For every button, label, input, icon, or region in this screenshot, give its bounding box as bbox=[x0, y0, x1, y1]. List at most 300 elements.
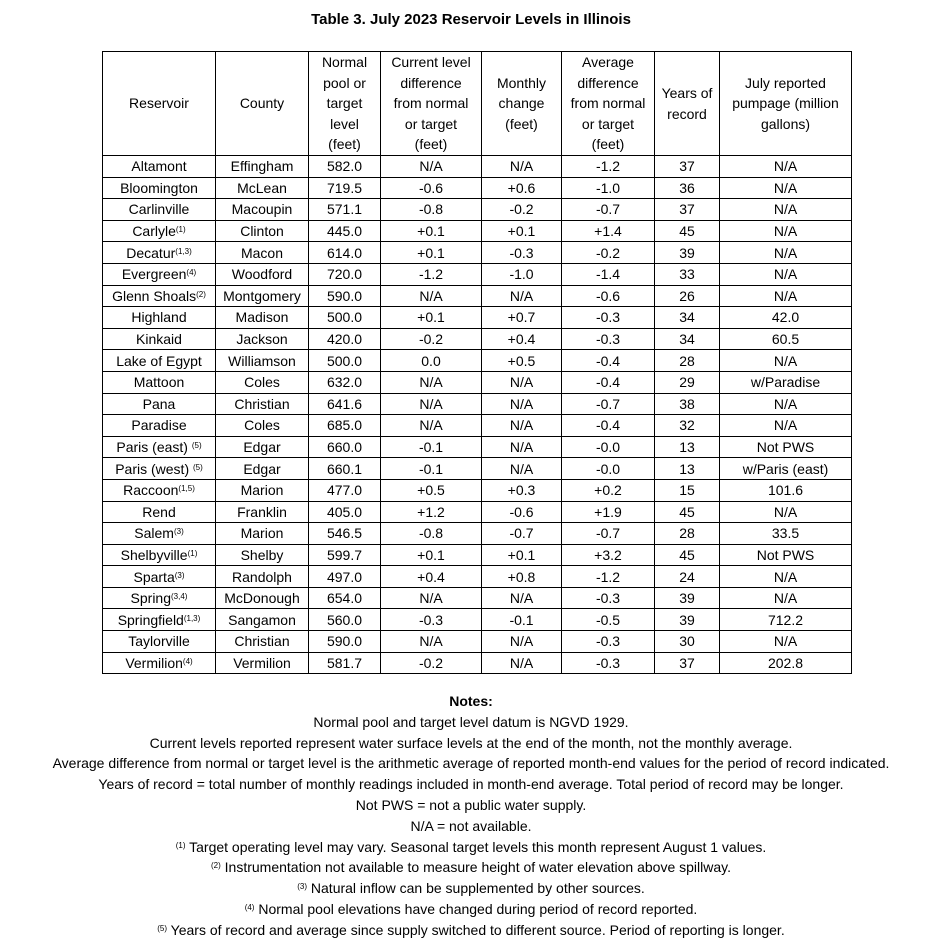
reservoir-cell bbox=[103, 631, 216, 653]
pumpage-cell: N/A bbox=[720, 415, 852, 437]
avg-diff-cell: -1.2 bbox=[562, 566, 655, 588]
table-row bbox=[103, 263, 852, 285]
avg-diff-cell: -0.7 bbox=[562, 523, 655, 545]
table-row bbox=[103, 156, 852, 178]
normal-pool-cell: 641.6 bbox=[309, 393, 381, 415]
header-row bbox=[103, 52, 852, 156]
avg-diff-cell: -0.3 bbox=[562, 587, 655, 609]
reservoir-cell bbox=[103, 285, 216, 307]
reservoir-cell bbox=[103, 436, 216, 458]
note-text: Not PWS = not a public water supply. bbox=[355, 796, 587, 813]
reservoir-name: Glenn Shoals bbox=[112, 287, 197, 304]
reservoir-name: Sparta bbox=[133, 568, 175, 585]
avg-diff-cell: -0.7 bbox=[562, 393, 655, 415]
monthly-change-cell: N/A bbox=[482, 415, 562, 437]
pumpage-cell: 60.5 bbox=[720, 328, 852, 350]
avg-diff-cell: -0.3 bbox=[562, 631, 655, 653]
current-diff-cell: N/A bbox=[381, 156, 482, 178]
normal-pool-cell: 560.0 bbox=[309, 609, 381, 631]
reservoir-cell bbox=[103, 220, 216, 242]
years-cell: 37 bbox=[655, 199, 720, 221]
table-row bbox=[103, 544, 852, 566]
reservoir-name: Vermilion bbox=[125, 654, 183, 671]
county-cell: Montgomery bbox=[216, 285, 309, 307]
header-line: or target bbox=[404, 115, 458, 132]
current-diff-cell: -0.1 bbox=[381, 436, 482, 458]
header-reservoir: Reservoir bbox=[103, 52, 216, 156]
note-line bbox=[0, 733, 942, 754]
table-row bbox=[103, 307, 852, 329]
avg-diff-cell: -0.4 bbox=[562, 371, 655, 393]
years-cell: 45 bbox=[655, 544, 720, 566]
avg-diff-cell: -0.5 bbox=[562, 609, 655, 631]
reservoir-cell bbox=[103, 587, 216, 609]
current-diff-cell: N/A bbox=[381, 587, 482, 609]
footnote-marker: (1) bbox=[175, 225, 186, 235]
header-line: Normal bbox=[321, 54, 368, 71]
monthly-change-cell: -1.0 bbox=[482, 263, 562, 285]
normal-pool-cell: 590.0 bbox=[309, 631, 381, 653]
current-diff-cell: +0.1 bbox=[381, 544, 482, 566]
avg-diff-cell: -0.0 bbox=[562, 458, 655, 480]
header-line: pumpage (million bbox=[732, 95, 839, 112]
county-cell: Franklin bbox=[216, 501, 309, 523]
header-current-diff bbox=[381, 52, 482, 156]
header-line: change bbox=[498, 95, 545, 112]
reservoir-name: Taylorville bbox=[128, 633, 190, 650]
current-diff-cell: -0.8 bbox=[381, 523, 482, 545]
county-cell: Marion bbox=[216, 523, 309, 545]
normal-pool-cell: 477.0 bbox=[309, 479, 381, 501]
years-cell: 36 bbox=[655, 177, 720, 199]
reservoir-cell bbox=[103, 199, 216, 221]
reservoir-name: Shelbyville bbox=[120, 546, 188, 563]
table-row bbox=[103, 220, 852, 242]
avg-diff-cell: -1.2 bbox=[562, 156, 655, 178]
avg-diff-cell: -1.0 bbox=[562, 177, 655, 199]
pumpage-cell: N/A bbox=[720, 566, 852, 588]
reservoir-name: Carlyle bbox=[132, 223, 176, 240]
reservoir-name: Decatur bbox=[126, 244, 176, 261]
reservoir-cell bbox=[103, 415, 216, 437]
current-diff-cell: N/A bbox=[381, 631, 482, 653]
footnote-marker: (4) bbox=[186, 268, 197, 278]
normal-pool-cell: 546.5 bbox=[309, 523, 381, 545]
reservoir-cell bbox=[103, 652, 216, 674]
table-row bbox=[103, 177, 852, 199]
header-line: Average bbox=[582, 54, 634, 71]
current-diff-cell: +0.1 bbox=[381, 242, 482, 264]
reservoir-name: Paris (east) bbox=[116, 439, 192, 456]
reservoir-name: Spring bbox=[130, 590, 171, 607]
reservoir-cell bbox=[103, 479, 216, 501]
current-diff-cell: -0.2 bbox=[381, 328, 482, 350]
note-marker: (4) bbox=[244, 902, 255, 912]
normal-pool-cell: 405.0 bbox=[309, 501, 381, 523]
pumpage-cell: 202.8 bbox=[720, 652, 852, 674]
pumpage-cell: N/A bbox=[720, 350, 852, 372]
county-cell: McDonough bbox=[216, 587, 309, 609]
pumpage-cell: w/Paradise bbox=[720, 371, 852, 393]
header-line: Current level bbox=[391, 54, 471, 71]
county-cell: Woodford bbox=[216, 263, 309, 285]
current-diff-cell: +0.4 bbox=[381, 566, 482, 588]
reservoir-name: Kinkaid bbox=[136, 331, 182, 348]
county-cell: Macon bbox=[216, 242, 309, 264]
table-row bbox=[103, 652, 852, 674]
current-diff-cell: +0.1 bbox=[381, 220, 482, 242]
table-row bbox=[103, 350, 852, 372]
reservoir-name: Lake of Egypt bbox=[116, 352, 202, 369]
years-cell: 38 bbox=[655, 393, 720, 415]
monthly-change-cell: +0.1 bbox=[482, 220, 562, 242]
normal-pool-cell: 582.0 bbox=[309, 156, 381, 178]
county-cell: Williamson bbox=[216, 350, 309, 372]
pumpage-cell: Not PWS bbox=[720, 436, 852, 458]
monthly-change-cell: N/A bbox=[482, 652, 562, 674]
avg-diff-cell: -0.2 bbox=[562, 242, 655, 264]
header-line: difference bbox=[577, 74, 639, 91]
header-normal-pool bbox=[309, 52, 381, 156]
county-cell: Christian bbox=[216, 393, 309, 415]
reservoir-cell bbox=[103, 328, 216, 350]
pumpage-cell: 33.5 bbox=[720, 523, 852, 545]
note-marker: (5) bbox=[157, 923, 168, 933]
header-years bbox=[655, 52, 720, 156]
years-cell: 45 bbox=[655, 501, 720, 523]
footnote-marker: (4) bbox=[182, 656, 193, 666]
monthly-change-cell: -0.1 bbox=[482, 609, 562, 631]
avg-diff-cell: +1.4 bbox=[562, 220, 655, 242]
note-line bbox=[0, 857, 942, 878]
note-line bbox=[0, 878, 942, 899]
monthly-change-cell: N/A bbox=[482, 436, 562, 458]
header-line: July reported bbox=[745, 74, 826, 91]
table-row bbox=[103, 328, 852, 350]
table-row bbox=[103, 501, 852, 523]
table-row bbox=[103, 415, 852, 437]
reservoir-name: Raccoon bbox=[123, 482, 179, 499]
current-diff-cell: +1.2 bbox=[381, 501, 482, 523]
header-line: Monthly bbox=[496, 74, 547, 91]
county-cell: Effingham bbox=[216, 156, 309, 178]
monthly-change-cell: +0.3 bbox=[482, 479, 562, 501]
reservoir-cell bbox=[103, 350, 216, 372]
normal-pool-cell: 500.0 bbox=[309, 307, 381, 329]
pumpage-cell: N/A bbox=[720, 263, 852, 285]
note-text: Average difference from normal or target level is the arithmetic average of reported month-end values for the period of record indicated. bbox=[52, 755, 890, 772]
avg-diff-cell: +1.9 bbox=[562, 501, 655, 523]
county-cell: Clinton bbox=[216, 220, 309, 242]
header-line: (feet) bbox=[328, 136, 361, 153]
note-text: Natural inflow can be supplemented by other sources. bbox=[307, 880, 645, 897]
years-cell: 34 bbox=[655, 307, 720, 329]
header-pumpage bbox=[720, 52, 852, 156]
footnote-marker: (5) bbox=[191, 441, 202, 451]
reservoir-table bbox=[102, 51, 852, 674]
pumpage-cell: N/A bbox=[720, 199, 852, 221]
reservoir-cell bbox=[103, 501, 216, 523]
reservoir-name: Altamont bbox=[131, 158, 187, 175]
note-line bbox=[0, 753, 942, 774]
reservoir-cell bbox=[103, 566, 216, 588]
header-line: target bbox=[326, 95, 363, 112]
county-cell: Coles bbox=[216, 415, 309, 437]
table-row bbox=[103, 458, 852, 480]
table-row bbox=[103, 371, 852, 393]
reservoir-name: Paris (west) bbox=[115, 460, 193, 477]
header-line: difference bbox=[400, 74, 462, 91]
pumpage-cell: N/A bbox=[720, 285, 852, 307]
reservoir-name: Rend bbox=[142, 503, 176, 520]
table-row bbox=[103, 479, 852, 501]
header-line: level bbox=[330, 115, 359, 132]
table-row bbox=[103, 566, 852, 588]
years-cell: 28 bbox=[655, 523, 720, 545]
county-cell: Sangamon bbox=[216, 609, 309, 631]
monthly-change-cell: N/A bbox=[482, 371, 562, 393]
reservoir-cell bbox=[103, 263, 216, 285]
reservoir-name: Salem bbox=[134, 525, 174, 542]
table-row bbox=[103, 631, 852, 653]
note-line bbox=[0, 712, 942, 733]
current-diff-cell: N/A bbox=[381, 415, 482, 437]
footnote-marker: (3) bbox=[173, 527, 184, 537]
years-cell: 15 bbox=[655, 479, 720, 501]
note-text: Normal pool and target level datum is NGVD 1929. bbox=[313, 713, 629, 730]
table-row bbox=[103, 199, 852, 221]
normal-pool-cell: 581.7 bbox=[309, 652, 381, 674]
pumpage-cell: 101.6 bbox=[720, 479, 852, 501]
pumpage-cell: Not PWS bbox=[720, 544, 852, 566]
footnote-marker: (1,3) bbox=[183, 613, 201, 623]
pumpage-cell: N/A bbox=[720, 393, 852, 415]
avg-diff-cell: -0.4 bbox=[562, 415, 655, 437]
header-line: gallons) bbox=[760, 115, 811, 132]
table-row bbox=[103, 609, 852, 631]
years-cell: 39 bbox=[655, 609, 720, 631]
monthly-change-cell: N/A bbox=[482, 393, 562, 415]
footnote-marker: (1,3) bbox=[175, 246, 192, 256]
county-cell: Coles bbox=[216, 371, 309, 393]
table-row bbox=[103, 242, 852, 264]
current-diff-cell: -0.2 bbox=[381, 652, 482, 674]
table-row bbox=[103, 523, 852, 545]
footnote-marker: (5) bbox=[193, 462, 203, 472]
county-cell: Macoupin bbox=[216, 199, 309, 221]
notes-heading: Notes: bbox=[449, 693, 493, 709]
years-cell: 30 bbox=[655, 631, 720, 653]
monthly-change-cell: N/A bbox=[482, 285, 562, 307]
years-cell: 37 bbox=[655, 652, 720, 674]
normal-pool-cell: 685.0 bbox=[309, 415, 381, 437]
normal-pool-cell: 720.0 bbox=[309, 263, 381, 285]
table-body bbox=[103, 156, 852, 674]
note-marker: (2) bbox=[210, 861, 221, 871]
note-line bbox=[0, 774, 942, 795]
monthly-change-cell: +0.5 bbox=[482, 350, 562, 372]
monthly-change-cell: N/A bbox=[482, 587, 562, 609]
note-text: Normal pool elevations have changed during period of record reported. bbox=[254, 900, 698, 917]
reservoir-cell bbox=[103, 242, 216, 264]
reservoir-name: Mattoon bbox=[133, 374, 185, 391]
normal-pool-cell: 590.0 bbox=[309, 285, 381, 307]
county-cell: Marion bbox=[216, 479, 309, 501]
avg-diff-cell: -0.0 bbox=[562, 436, 655, 458]
pumpage-cell: N/A bbox=[720, 242, 852, 264]
monthly-change-cell: N/A bbox=[482, 156, 562, 178]
note-line bbox=[0, 795, 942, 816]
reservoir-name: Pana bbox=[142, 395, 176, 412]
reservoir-name: Paradise bbox=[131, 417, 187, 434]
reservoir-cell bbox=[103, 544, 216, 566]
header-line: record bbox=[667, 105, 707, 122]
years-cell: 26 bbox=[655, 285, 720, 307]
pumpage-cell: N/A bbox=[720, 501, 852, 523]
current-diff-cell: N/A bbox=[381, 393, 482, 415]
monthly-change-cell: N/A bbox=[482, 631, 562, 653]
note-text: Current levels reported represent water surface levels at the end of the month, not the monthly average. bbox=[149, 734, 793, 751]
table-title: Table 3. July 2023 Reservoir Levels in Illinois bbox=[311, 11, 631, 28]
county-cell: Edgar bbox=[216, 436, 309, 458]
avg-diff-cell: +3.2 bbox=[562, 544, 655, 566]
current-diff-cell: +0.1 bbox=[381, 307, 482, 329]
current-diff-cell: +0.5 bbox=[381, 479, 482, 501]
years-cell: 13 bbox=[655, 436, 720, 458]
normal-pool-cell: 420.0 bbox=[309, 328, 381, 350]
reservoir-name: Highland bbox=[131, 309, 187, 326]
reservoir-cell bbox=[103, 523, 216, 545]
reservoir-name: Evergreen bbox=[121, 266, 187, 283]
reservoir-cell bbox=[103, 177, 216, 199]
notes-section bbox=[0, 691, 942, 941]
pumpage-cell: 42.0 bbox=[720, 307, 852, 329]
pumpage-cell: 712.2 bbox=[720, 609, 852, 631]
normal-pool-cell: 660.1 bbox=[309, 458, 381, 480]
years-cell: 32 bbox=[655, 415, 720, 437]
county-cell: Madison bbox=[216, 307, 309, 329]
reservoir-cell bbox=[103, 393, 216, 415]
footnote-marker: (2) bbox=[196, 289, 206, 299]
note-marker: (1) bbox=[175, 840, 186, 850]
footnote-marker: (3) bbox=[174, 570, 185, 580]
monthly-change-cell: -0.7 bbox=[482, 523, 562, 545]
current-diff-cell: -0.6 bbox=[381, 177, 482, 199]
avg-diff-cell: -0.3 bbox=[562, 307, 655, 329]
avg-diff-cell: -1.4 bbox=[562, 263, 655, 285]
monthly-change-cell: +0.8 bbox=[482, 566, 562, 588]
header-line: (feet) bbox=[505, 115, 538, 132]
county-cell: Christian bbox=[216, 631, 309, 653]
current-diff-cell: -1.2 bbox=[381, 263, 482, 285]
normal-pool-cell: 660.0 bbox=[309, 436, 381, 458]
normal-pool-cell: 445.0 bbox=[309, 220, 381, 242]
note-marker: (3) bbox=[297, 882, 308, 892]
monthly-change-cell: +0.1 bbox=[482, 544, 562, 566]
years-cell: 24 bbox=[655, 566, 720, 588]
monthly-change-cell: -0.6 bbox=[482, 501, 562, 523]
pumpage-cell: N/A bbox=[720, 156, 852, 178]
reservoir-name: Carlinville bbox=[128, 201, 190, 218]
note-line bbox=[0, 899, 942, 920]
avg-diff-cell: -0.7 bbox=[562, 199, 655, 221]
header-county: County bbox=[216, 52, 309, 156]
years-cell: 34 bbox=[655, 328, 720, 350]
normal-pool-cell: 500.0 bbox=[309, 350, 381, 372]
monthly-change-cell: +0.7 bbox=[482, 307, 562, 329]
header-avg-diff bbox=[562, 52, 655, 156]
avg-diff-cell: +0.2 bbox=[562, 479, 655, 501]
avg-diff-cell: -0.6 bbox=[562, 285, 655, 307]
years-cell: 39 bbox=[655, 242, 720, 264]
current-diff-cell: -0.1 bbox=[381, 458, 482, 480]
note-text: Target operating level may vary. Seasonal target levels this month represent August 1 values. bbox=[185, 838, 767, 855]
avg-diff-cell: -0.3 bbox=[562, 328, 655, 350]
reservoir-name: Springfield bbox=[117, 611, 184, 628]
county-cell: Vermilion bbox=[216, 652, 309, 674]
county-cell: Randolph bbox=[216, 566, 309, 588]
pumpage-cell: N/A bbox=[720, 631, 852, 653]
normal-pool-cell: 599.7 bbox=[309, 544, 381, 566]
note-line bbox=[0, 837, 942, 858]
current-diff-cell: -0.8 bbox=[381, 199, 482, 221]
header-line: Years of bbox=[661, 85, 713, 101]
normal-pool-cell: 497.0 bbox=[309, 566, 381, 588]
header-line: or target bbox=[581, 115, 635, 132]
note-text: N/A = not available. bbox=[410, 817, 532, 834]
header-line: pool or bbox=[323, 74, 366, 91]
table-row bbox=[103, 285, 852, 307]
pumpage-cell: N/A bbox=[720, 587, 852, 609]
reservoir-cell bbox=[103, 307, 216, 329]
monthly-change-cell: -0.3 bbox=[482, 242, 562, 264]
current-diff-cell: N/A bbox=[381, 285, 482, 307]
reservoir-cell bbox=[103, 156, 216, 178]
note-line bbox=[0, 816, 942, 837]
note-text: Instrumentation not available to measure height of water elevation above spillway. bbox=[220, 859, 732, 876]
avg-diff-cell: -0.4 bbox=[562, 350, 655, 372]
footnote-marker: (1,5) bbox=[178, 484, 195, 494]
pumpage-cell: w/Paris (east) bbox=[720, 458, 852, 480]
current-diff-cell: N/A bbox=[381, 371, 482, 393]
county-cell: McLean bbox=[216, 177, 309, 199]
years-cell: 13 bbox=[655, 458, 720, 480]
note-line bbox=[0, 920, 942, 941]
avg-diff-cell: -0.3 bbox=[562, 652, 655, 674]
years-cell: 29 bbox=[655, 371, 720, 393]
note-text: Years of record = total number of monthly readings included in month-end average. Total period of record may be longer. bbox=[98, 776, 844, 793]
header-monthly-change bbox=[482, 52, 562, 156]
pumpage-cell: N/A bbox=[720, 177, 852, 199]
footnote-marker: (1) bbox=[187, 548, 198, 558]
normal-pool-cell: 614.0 bbox=[309, 242, 381, 264]
years-cell: 45 bbox=[655, 220, 720, 242]
years-cell: 39 bbox=[655, 587, 720, 609]
county-cell: Shelby bbox=[216, 544, 309, 566]
normal-pool-cell: 719.5 bbox=[309, 177, 381, 199]
table-row bbox=[103, 393, 852, 415]
reservoir-name: Bloomington bbox=[120, 179, 198, 196]
monthly-change-cell: +0.6 bbox=[482, 177, 562, 199]
normal-pool-cell: 654.0 bbox=[309, 587, 381, 609]
county-cell: Jackson bbox=[216, 328, 309, 350]
years-cell: 28 bbox=[655, 350, 720, 372]
current-diff-cell: -0.3 bbox=[381, 609, 482, 631]
monthly-change-cell: N/A bbox=[482, 458, 562, 480]
years-cell: 33 bbox=[655, 263, 720, 285]
reservoir-cell bbox=[103, 371, 216, 393]
reservoir-cell bbox=[103, 458, 216, 480]
